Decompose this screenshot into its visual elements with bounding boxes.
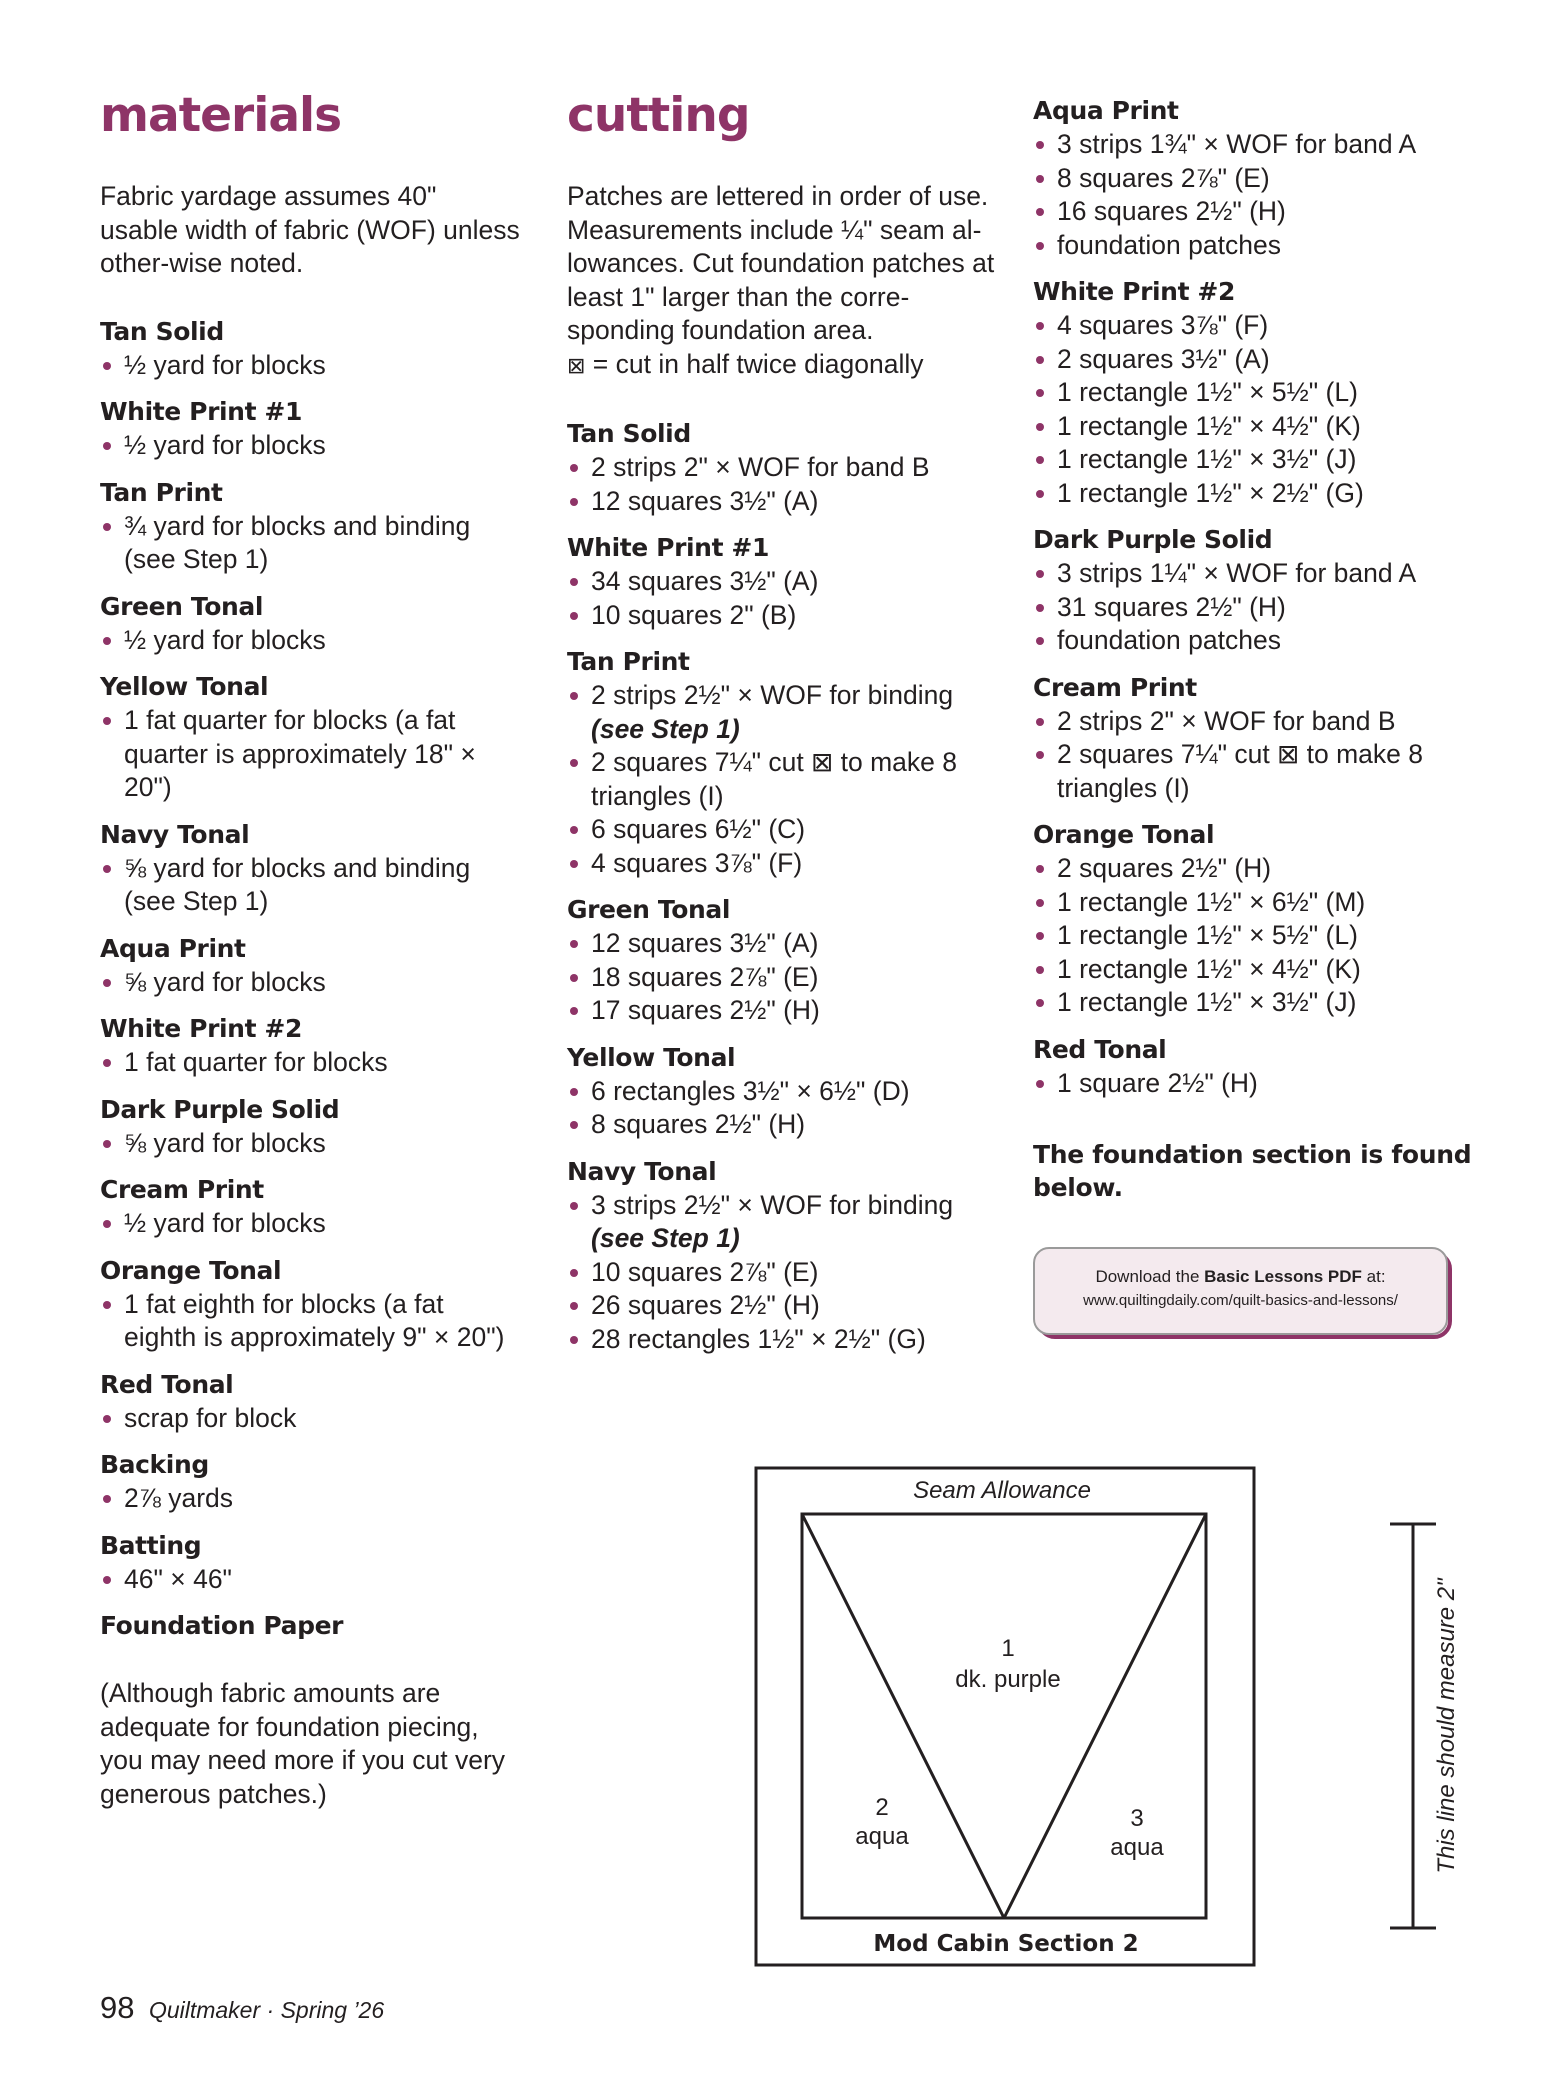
list-item-text: 4 squares 3⅞" (F) xyxy=(1057,310,1269,340)
list-item-text: 3 strips 2½" × WOF for binding xyxy=(591,1189,954,1220)
list-item xyxy=(567,1108,997,1142)
list-item xyxy=(567,451,997,485)
list-item-text: 1 rectangle 1½" × 2½" (G) xyxy=(1057,477,1364,508)
fabric-items xyxy=(1033,557,1473,658)
materials-intro: Fabric yardage assumes 40" usable width of fabric (WOF) unless other-wise noted. xyxy=(100,181,520,278)
publication-name: Quiltmaker · Spring ’26 xyxy=(148,1997,385,2023)
fabric-section xyxy=(100,315,520,383)
list-item xyxy=(1033,705,1473,739)
list-item-text: ⅝ yard for blocks xyxy=(124,966,326,997)
list-item-text: 26 squares 2½" (H) xyxy=(591,1290,820,1320)
list-item-text: 31 squares 2½" (H) xyxy=(1057,591,1286,622)
list-item-text: 10 squares 2" (B) xyxy=(591,599,797,630)
fabric-title: Navy Tonal xyxy=(100,819,250,849)
list-item-text: 12 squares 3½" (A) xyxy=(591,485,819,516)
list-item xyxy=(1033,443,1473,477)
fabric-section xyxy=(1033,818,1473,1020)
fabric-items xyxy=(100,966,520,1000)
list-item-text: 1 rectangle 1½" × 6½" (M) xyxy=(1057,886,1366,917)
list-item xyxy=(567,1323,997,1357)
list-item-text: 1 fat quarter for blocks (a fat quarter is approximately 18" × 20") xyxy=(124,705,476,802)
measure-note: This line should measure 2" xyxy=(1433,1578,1460,1874)
list-item-text: foundation patches xyxy=(1057,229,1281,260)
fabric-title: Cream Print xyxy=(100,1175,264,1204)
download-prefix: Download the xyxy=(1095,1267,1205,1286)
download-url-link[interactable]: www.quiltingdaily.com/quilt-basics-and-lessons/ xyxy=(1083,1292,1398,1309)
list-item xyxy=(100,349,520,383)
fabric-items xyxy=(567,1189,997,1357)
fabric-items xyxy=(567,679,997,880)
fabric-title: Cream Print xyxy=(1033,672,1197,702)
list-item xyxy=(100,1046,520,1080)
fabric-title: Foundation Paper xyxy=(100,1611,344,1640)
fabric-items xyxy=(100,852,520,919)
fabric-items xyxy=(1033,705,1473,806)
fabric-section xyxy=(1033,275,1473,510)
fabric-items xyxy=(100,1127,520,1161)
list-item xyxy=(100,1127,520,1161)
list-item xyxy=(100,1563,520,1597)
list-item-text: 2 squares 7¼" cut ⊠ to make 8 triangles (I) xyxy=(591,747,957,811)
list-item xyxy=(1033,624,1473,658)
list-item-text: 1 rectangle 1½" × 3½" (J) xyxy=(1057,444,1357,474)
fabric-section xyxy=(567,531,997,632)
fabric-title: Red Tonal xyxy=(100,1369,234,1399)
fabric-title: Dark Purple Solid xyxy=(100,1094,340,1124)
fabric-section xyxy=(567,1041,997,1142)
fabric-title: Red Tonal xyxy=(1033,1034,1167,1064)
fabric-title: White Print #1 xyxy=(567,533,769,562)
list-item-text: 2 strips 2" × WOF for band B xyxy=(1057,705,1396,736)
list-item xyxy=(1033,886,1473,920)
list-item xyxy=(100,1482,520,1516)
cutting-list-b xyxy=(1033,94,1473,1100)
fabric-section xyxy=(100,670,520,805)
list-item-text: ⅝ yard for blocks xyxy=(124,1127,326,1158)
list-item xyxy=(1033,919,1473,953)
list-item-text: 2 squares 3½" (A) xyxy=(1057,343,1270,374)
list-item-text: 3 strips 1¾" × WOF for band A xyxy=(1057,129,1417,159)
list-item xyxy=(100,704,520,805)
list-item xyxy=(567,961,997,995)
download-text xyxy=(1035,1265,1446,1289)
list-item-text: 28 rectangles 1½" × 2½" (G) xyxy=(591,1323,926,1354)
fabric-section xyxy=(1033,523,1473,658)
list-item xyxy=(100,1207,520,1241)
fabric-title: White Print #1 xyxy=(100,397,302,426)
list-item xyxy=(567,813,997,847)
list-item xyxy=(1033,986,1473,1020)
see-step-note: (see Step 1) xyxy=(591,1223,740,1253)
list-item xyxy=(1033,309,1473,343)
list-item xyxy=(567,1289,997,1323)
fabric-title: Orange Tonal xyxy=(100,1255,282,1285)
fabric-items xyxy=(567,565,997,632)
list-item-text: 12 squares 3½" (A) xyxy=(591,928,819,958)
fabric-title: Green Tonal xyxy=(567,895,731,924)
list-item xyxy=(567,994,997,1028)
list-item xyxy=(567,485,997,519)
fabric-section xyxy=(567,417,997,518)
list-item xyxy=(1033,738,1473,805)
fabric-items xyxy=(567,451,997,518)
see-step-note: (see Step 1) xyxy=(591,713,740,744)
fabric-section xyxy=(100,395,520,463)
patch-3-number: 3 xyxy=(1130,1805,1144,1832)
list-item-text: 1 rectangle 1½" × 5½" (L) xyxy=(1057,920,1358,950)
download-box[interactable] xyxy=(1033,1247,1448,1335)
fabric-title: Backing xyxy=(100,1450,209,1479)
list-item xyxy=(567,679,997,746)
list-item xyxy=(100,429,520,463)
cutting-column xyxy=(567,90,997,1369)
fabric-section xyxy=(100,1609,520,1643)
fabric-section xyxy=(1033,671,1473,806)
foundation-paper-note: (Although fabric amounts are adequate for foundation piecing, you may need more if you cut very generous patches.) xyxy=(100,1678,506,1809)
cut-twice-diagonal-icon: ⊠ xyxy=(567,353,586,379)
fabric-items xyxy=(100,624,520,658)
fabric-title: Batting xyxy=(100,1530,202,1560)
patch-1-color: dk. purple xyxy=(955,1666,1061,1693)
list-item xyxy=(567,1189,997,1256)
fabric-title: Yellow Tonal xyxy=(100,672,269,701)
seam-allowance-label: Seam Allowance xyxy=(913,1477,1091,1504)
cutting-heading: cutting xyxy=(567,88,750,143)
foundation-note: The foundation section is found below. xyxy=(1033,1140,1472,1202)
section-title: Mod Cabin Section 2 xyxy=(873,1931,1139,1957)
fabric-section xyxy=(100,1173,520,1241)
list-item xyxy=(100,510,520,577)
list-item-text: 3 strips 1¼" × WOF for band A xyxy=(1057,558,1417,588)
cutting-intro-text: Patches are lettered in order of use. Measurements include ¼" seam al-lowances. Cut foundation patches at least 1" larger than the corre-sponding foundation area. xyxy=(567,181,995,345)
list-item-text: ½ yard for blocks xyxy=(124,349,326,380)
list-item xyxy=(100,624,520,658)
list-item-text: ½ yard for blocks xyxy=(124,624,326,655)
fabric-section xyxy=(100,1254,520,1355)
list-item xyxy=(100,1402,520,1436)
download-suffix: at: xyxy=(1361,1267,1386,1286)
fabric-title: Navy Tonal xyxy=(567,1156,717,1186)
fabric-section xyxy=(100,1012,520,1080)
fabric-section xyxy=(567,1155,997,1357)
list-item-text: 10 squares 2⅞" (E) xyxy=(591,1256,819,1287)
list-item-text: foundation patches xyxy=(1057,625,1281,655)
patch-2-number: 2 xyxy=(875,1794,889,1821)
fabric-title: Green Tonal xyxy=(100,591,264,621)
fabric-section xyxy=(100,590,520,658)
fabric-section xyxy=(567,893,997,1028)
fabric-items xyxy=(100,1482,520,1516)
fabric-title: Yellow Tonal xyxy=(567,1042,736,1072)
fabric-items xyxy=(100,1402,520,1436)
list-item-text: 16 squares 2½" (H) xyxy=(1057,196,1286,226)
list-item-text: scrap for block xyxy=(124,1402,297,1433)
cutting-column-continued xyxy=(1033,94,1473,1335)
list-item xyxy=(1033,376,1473,410)
list-item xyxy=(567,927,997,961)
list-item-text: 1 square 2½" (H) xyxy=(1057,1067,1258,1098)
fabric-items xyxy=(100,704,520,805)
list-item xyxy=(100,1288,520,1355)
list-item xyxy=(567,847,997,881)
fabric-title: Aqua Print xyxy=(1033,96,1179,125)
fabric-title: Tan Print xyxy=(567,647,690,676)
fabric-items xyxy=(100,1288,520,1355)
fabric-section xyxy=(100,1093,520,1161)
list-item-text: ¾ yard for blocks and binding (see Step 1) xyxy=(124,510,471,574)
fabric-title: Dark Purple Solid xyxy=(1033,525,1273,554)
materials-heading: materials xyxy=(100,88,342,143)
list-item-text: 2 squares 7¼" cut ⊠ to make 8 triangles (I) xyxy=(1057,739,1423,803)
fabric-section xyxy=(100,1529,520,1597)
list-item xyxy=(1033,953,1473,987)
fabric-title: Tan Solid xyxy=(100,316,224,346)
list-item xyxy=(1033,410,1473,444)
fabric-title: Orange Tonal xyxy=(1033,820,1215,849)
fabric-title: Tan Print xyxy=(100,477,223,507)
fabric-section xyxy=(567,645,997,880)
list-item-text: 1 fat eighth for blocks (a fat eighth is approximately 9" × 20") xyxy=(124,1288,505,1352)
list-item-text: 34 squares 3½" (A) xyxy=(591,566,819,596)
list-item-text: 8 squares 2½" (H) xyxy=(591,1109,806,1139)
fabric-items xyxy=(100,1207,520,1241)
fabric-section xyxy=(1033,94,1473,262)
list-item-text: 2 strips 2" × WOF for band B xyxy=(591,452,930,482)
list-item-text: 8 squares 2⅞" (E) xyxy=(1057,162,1270,193)
list-item xyxy=(567,565,997,599)
list-item-text: ½ yard for blocks xyxy=(124,430,326,460)
download-box-inner xyxy=(1033,1247,1448,1335)
list-item-text: 2⅞ yards xyxy=(124,1483,234,1513)
fabric-title: White Print #2 xyxy=(100,1014,302,1043)
fabric-section xyxy=(100,932,520,1000)
list-item xyxy=(567,746,997,813)
fabric-section xyxy=(100,818,520,919)
fabric-title: White Print #2 xyxy=(1033,277,1235,306)
list-item xyxy=(1033,162,1473,196)
list-item-text: ½ yard for blocks xyxy=(124,1208,326,1238)
materials-list xyxy=(100,315,520,1644)
list-item-text: 1 rectangle 1½" × 3½" (J) xyxy=(1057,987,1357,1017)
list-item-text: 1 fat quarter for blocks xyxy=(124,1047,388,1077)
list-item-text: 17 squares 2½" (H) xyxy=(591,995,820,1025)
cutting-intro xyxy=(567,180,997,383)
download-bold: Basic Lessons PDF xyxy=(1204,1267,1362,1286)
list-item-text: 1 rectangle 1½" × 4½" (K) xyxy=(1057,410,1361,441)
page-number: 98 xyxy=(100,1990,135,2025)
fabric-section xyxy=(100,1448,520,1516)
patch-2-color: aqua xyxy=(855,1823,909,1850)
list-item-text: 2 strips 2½" × WOF for binding xyxy=(591,680,954,710)
list-item xyxy=(1033,1067,1473,1101)
list-item xyxy=(567,599,997,633)
fabric-section xyxy=(1033,1033,1473,1101)
fabric-title: Tan Solid xyxy=(567,419,691,448)
list-item xyxy=(567,1256,997,1290)
list-item xyxy=(100,852,520,919)
list-item-text: ⅝ yard for blocks and binding (see Step 1) xyxy=(124,852,471,916)
fabric-items xyxy=(1033,309,1473,510)
list-item-text: 18 squares 2⅞" (E) xyxy=(591,961,819,992)
fabric-items xyxy=(1033,128,1473,262)
list-item-text: 1 rectangle 1½" × 5½" (L) xyxy=(1057,377,1358,407)
list-item xyxy=(1033,557,1473,591)
page-footer xyxy=(100,1990,384,2026)
list-item-text: 1 rectangle 1½" × 4½" (K) xyxy=(1057,953,1361,984)
list-item xyxy=(1033,229,1473,263)
list-item-text: 46" × 46" xyxy=(124,1563,232,1594)
fabric-items xyxy=(100,510,520,577)
list-item xyxy=(1033,477,1473,511)
list-item xyxy=(1033,343,1473,377)
cut-symbol-legend: = cut in half twice diagonally xyxy=(585,348,924,379)
list-item-text: 6 rectangles 3½" × 6½" (D) xyxy=(591,1075,910,1106)
fabric-items xyxy=(567,927,997,1028)
foundation-diagram xyxy=(740,1460,1470,1980)
patch-3-color: aqua xyxy=(1110,1834,1164,1861)
fabric-items xyxy=(100,1046,520,1080)
fabric-items xyxy=(567,1075,997,1142)
fabric-section xyxy=(100,476,520,577)
fabric-items xyxy=(1033,852,1473,1020)
list-item xyxy=(1033,128,1473,162)
fabric-items xyxy=(1033,1067,1473,1101)
patch-1-number: 1 xyxy=(1001,1635,1015,1662)
fabric-items xyxy=(100,429,520,463)
list-item xyxy=(1033,591,1473,625)
list-item-text: 4 squares 3⅞" (F) xyxy=(591,847,803,878)
fabric-items xyxy=(100,1563,520,1597)
list-item xyxy=(567,1075,997,1109)
fabric-section xyxy=(100,1368,520,1436)
cutting-list-a xyxy=(567,417,997,1356)
fabric-items xyxy=(100,349,520,383)
materials-column xyxy=(100,90,520,1838)
list-item xyxy=(1033,195,1473,229)
fabric-title: Aqua Print xyxy=(100,933,246,963)
list-item xyxy=(1033,852,1473,886)
list-item xyxy=(100,966,520,1000)
list-item-text: 2 squares 2½" (H) xyxy=(1057,853,1272,883)
list-item-text: 6 squares 6½" (C) xyxy=(591,814,806,844)
